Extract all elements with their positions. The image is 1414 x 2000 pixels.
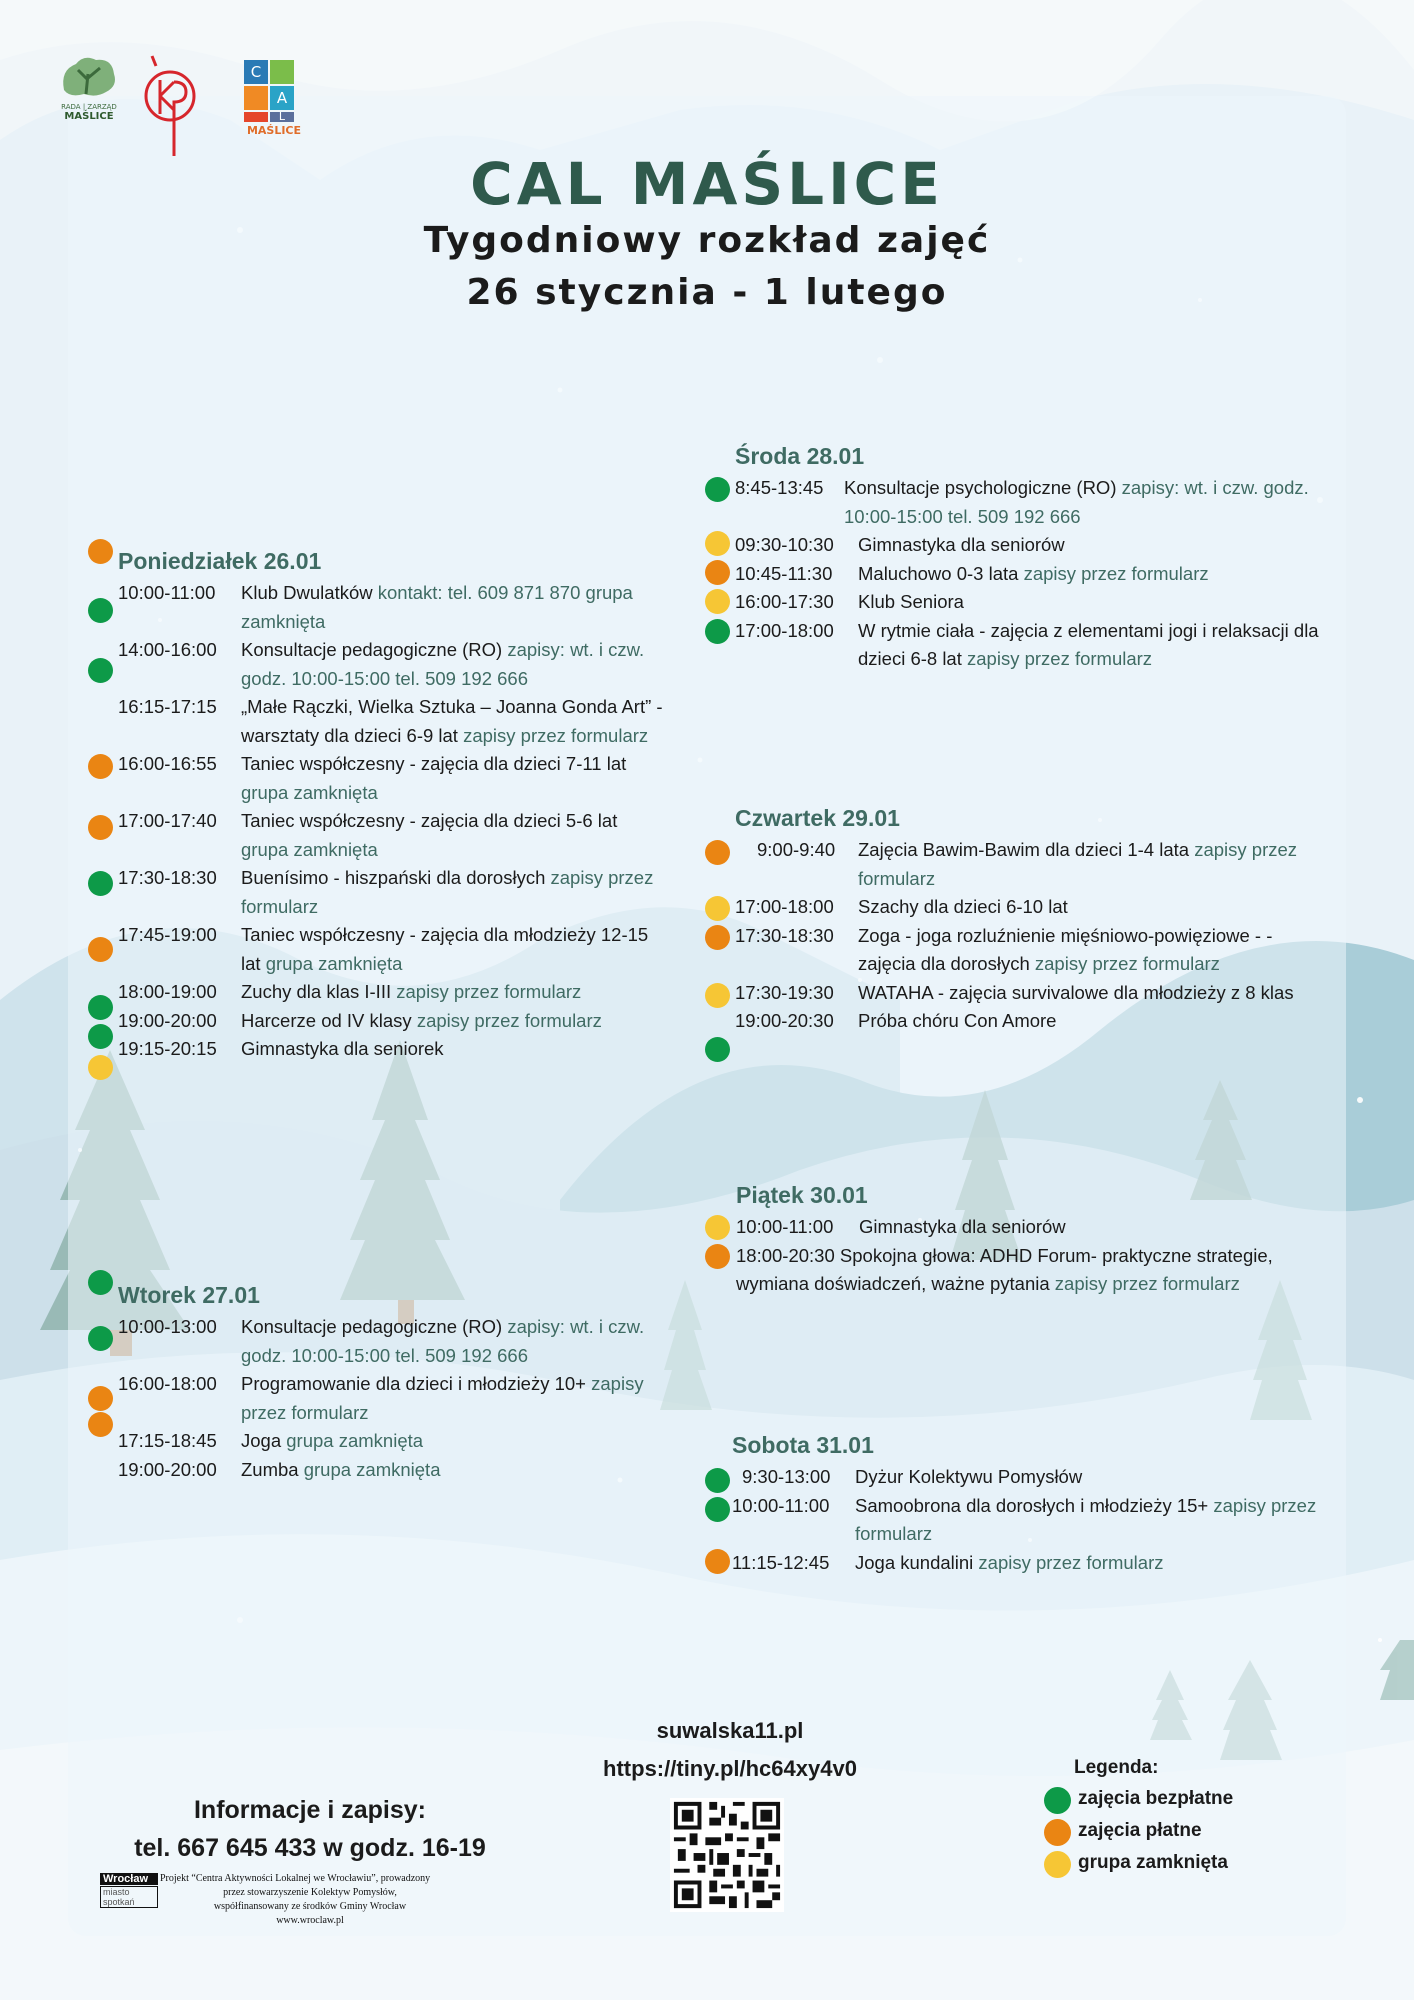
closed-group-dot bbox=[705, 1215, 730, 1240]
schedule-entry: 17:00-18:00 W rytmie ciała - zajęcia z elementami jogi i relaksacji dla dzieci 6-8 lat zapisy przez formularz bbox=[735, 619, 1319, 669]
schedule-entry: 18:00-20:30 Spokojna głowa: ADHD Forum- praktyczne strategie, wymiana doświadczeń, ważne pytania zapisy przez formularz bbox=[736, 1244, 1273, 1294]
legend-free: zajęcia bezpłatne bbox=[1044, 1783, 1233, 1815]
day-heading: Piątek 30.01 bbox=[736, 1182, 868, 1208]
free-dot bbox=[705, 1037, 730, 1062]
free-dot bbox=[705, 1497, 730, 1522]
form-link[interactable]: https://tiny.pl/hc64xy4v0 bbox=[603, 1756, 857, 1781]
day-tuesday bbox=[118, 1279, 663, 1484]
schedule-entry: 16:00-18:00 Programowanie dla dzieci i młodzieży 10+ zapisy przez formularz bbox=[118, 1373, 644, 1423]
kp-logo-icon bbox=[140, 52, 202, 158]
info-heading: Informacje i zapisy: bbox=[193, 1796, 427, 1824]
schedule-entry: 17:15-18:45 Joga grupa zamknięta bbox=[118, 1430, 424, 1451]
schedule-entry: 10:00-13:00 Konsultacje pedagogiczne (RO) zapisy: wt. i czw. godz. 10:00-15:00 tel. 509 192 666 bbox=[118, 1316, 645, 1366]
paid-dot bbox=[88, 937, 113, 962]
legend-paid: zajęcia płatne bbox=[1044, 1815, 1233, 1847]
paid-dot bbox=[705, 1549, 730, 1574]
paid-dot bbox=[88, 754, 113, 779]
schedule-entry: 17:30-19:30 WATAHA - zajęcia survivalowe dla młodzieży z 8 klas bbox=[735, 981, 1294, 1003]
paid-dot bbox=[705, 1244, 730, 1269]
schedule-entry: 17:30-18:30 Buenísimo - hiszpański dla dorosłych zapisy przez formularz bbox=[118, 867, 654, 917]
wroclaw-logo: Wrocław miasto spotkań bbox=[100, 1873, 158, 1901]
day-heading: Wtorek 27.01 bbox=[118, 1282, 260, 1308]
schedule-entry: 11:15-12:45 Joga kundalini zapisy przez formularz bbox=[732, 1551, 1164, 1573]
day-heading: Czwartek 29.01 bbox=[735, 805, 900, 831]
schedule-entry: 14:00-16:00 Konsultacje pedagogiczne (RO) zapisy: wt. i czw. godz. 10:00-15:00 tel. 509 192 666 bbox=[118, 639, 645, 689]
schedule-entry: 10:45-11:30 Maluchowo 0-3 lata zapisy przez formularz bbox=[735, 562, 1209, 584]
cal-logo-c: C bbox=[244, 60, 268, 84]
legend bbox=[1044, 1753, 1233, 1879]
free-dot bbox=[705, 619, 730, 644]
paid-dot bbox=[705, 840, 730, 865]
free-dot bbox=[88, 995, 113, 1020]
free-dot bbox=[705, 1468, 730, 1493]
day-saturday bbox=[732, 1429, 1337, 1577]
legend-title: Legenda: bbox=[1074, 1757, 1159, 1778]
rada-logo bbox=[56, 50, 122, 126]
schedule-entry: 19:00-20:30 Próba chóru Con Amore bbox=[735, 1010, 1057, 1031]
paid-dot bbox=[88, 815, 113, 840]
paid-dot bbox=[705, 925, 730, 950]
paid-dot bbox=[705, 560, 730, 585]
schedule-entry: 10:00-11:00 Gimnastyka dla seniorów bbox=[736, 1216, 1066, 1237]
qr-code[interactable] bbox=[670, 1798, 784, 1912]
legend-closed: grupa zamknięta bbox=[1044, 1847, 1233, 1879]
tree-logo-icon bbox=[56, 50, 122, 100]
day-wednesday bbox=[735, 440, 1335, 674]
date-range: 26 stycznia - 1 lutego bbox=[466, 272, 948, 313]
day-friday bbox=[736, 1179, 1336, 1299]
page-title: CAL MAŚLICE bbox=[470, 150, 944, 218]
free-dot bbox=[88, 658, 113, 683]
paid-dot bbox=[88, 1386, 113, 1411]
schedule-entry: 16:00-16:55 Taniec współczesny - zajęcia dla dzieci 7-11 lat grupa zamknięta bbox=[118, 753, 627, 803]
paid-dot bbox=[88, 1412, 113, 1437]
closed-group-dot bbox=[705, 589, 730, 614]
schedule-entry: 17:45-19:00 Taniec współczesny - zajęcia dla młodzieży 12-15 lat grupa zamknięta bbox=[118, 924, 649, 974]
cal-logo-sub: MAŚLICE bbox=[246, 124, 302, 137]
schedule-entry: 19:00-20:00 Harcerze od IV klasy zapisy przez formularz bbox=[118, 1009, 602, 1031]
schedule-entry: 9:00-9:40 Zajęcia Bawim-Bawim dla dzieci 1-4 lata zapisy przez formularz bbox=[757, 839, 1298, 889]
website-link[interactable]: suwalska11.pl bbox=[656, 1718, 804, 1743]
schedule-entry: 19:15-20:15 Gimnastyka dla seniorek bbox=[118, 1038, 444, 1059]
rada-logo-text: RADA | ZARZĄD MAŚLICE bbox=[61, 103, 117, 122]
free-dot bbox=[88, 1270, 113, 1295]
paid-dot bbox=[88, 539, 113, 564]
schedule-entry: 16:00-17:30 Klub Seniora bbox=[735, 591, 964, 612]
free-dot bbox=[88, 598, 113, 623]
day-heading: Środa 28.01 bbox=[735, 443, 865, 469]
info-phone: tel. 667 645 433 w godz. 16-19 bbox=[134, 1834, 486, 1862]
schedule-entry: 17:30-18:30 Zoga - joga rozluźnienie mięśniowo-powięziowe - - zajęcia dla dorosłych zapisy przez formularz bbox=[735, 924, 1273, 974]
schedule-entry: 09:30-10:30 Gimnastyka dla seniorów bbox=[735, 534, 1065, 555]
day-heading: Poniedziałek 26.01 bbox=[118, 548, 322, 574]
schedule-entry: 19:00-20:00 Zumba grupa zamknięta bbox=[118, 1458, 441, 1480]
closed-group-dot bbox=[705, 983, 730, 1008]
schedule-entry: 8:45-13:45 Konsultacje psychologiczne (RO) zapisy: wt. i czw. godz. 10:00-15:00 tel. 509 192 666 bbox=[735, 477, 1309, 527]
schedule-entry: 16:15-17:15 „Małe Rączki, Wielka Sztuka – Joanna Gonda Art” - warsztaty dla dzieci 6-9 lat zapisy przez formularz bbox=[118, 696, 663, 746]
qr-code-icon bbox=[670, 1798, 784, 1912]
closed-group-dot bbox=[1044, 1851, 1071, 1878]
closed-group-dot bbox=[705, 531, 730, 556]
day-heading: Sobota 31.01 bbox=[732, 1432, 874, 1458]
schedule-entry: 9:30-13:00 Dyżur Kolektywu Pomysłów bbox=[742, 1466, 1083, 1487]
free-dot bbox=[88, 1326, 113, 1351]
schedule-entry: 17:00-17:40 Taniec współczesny - zajęcia dla dzieci 5-6 lat grupa zamknięta bbox=[118, 810, 618, 860]
free-dot bbox=[88, 871, 113, 896]
cal-logo-a: A bbox=[270, 86, 294, 110]
day-monday bbox=[118, 545, 663, 1064]
free-dot bbox=[1044, 1787, 1071, 1814]
kolektyw-pomyslow-logo bbox=[140, 52, 202, 158]
free-dot bbox=[88, 1024, 113, 1049]
cal-logo: C A L MAŚLICE bbox=[244, 60, 308, 140]
day-thursday bbox=[735, 802, 1335, 1036]
closed-group-dot bbox=[88, 1055, 113, 1080]
closed-group-dot bbox=[705, 896, 730, 921]
schedule-entry: 10:00-11:00 Klub Dwulatków kontakt: tel. 609 871 870 grupa zamknięta bbox=[118, 582, 633, 632]
schedule-entry: 18:00-19:00 Zuchy dla klas I-III zapisy przez formularz bbox=[118, 981, 582, 1002]
free-dot bbox=[705, 477, 730, 502]
page-subtitle: Tygodniowy rozkład zajęć bbox=[423, 220, 991, 261]
paid-dot bbox=[1044, 1819, 1071, 1846]
schedule-entry: 17:00-18:00 Szachy dla dzieci 6-10 lat bbox=[735, 896, 1068, 917]
project-footer: Projekt “Centra Aktywności Lokalnej we Wrocławiu”, prowadzony przez stowarzyszenie Kolektyw Pomysłów, współfinansowany ze środków Gminy Wrocław www.wroclaw.pl bbox=[160, 1873, 431, 1926]
schedule-entry: 10:00-11:00 Samoobrona dla dorosłych i młodzieży 15+ zapisy przez formularz bbox=[732, 1494, 1317, 1544]
